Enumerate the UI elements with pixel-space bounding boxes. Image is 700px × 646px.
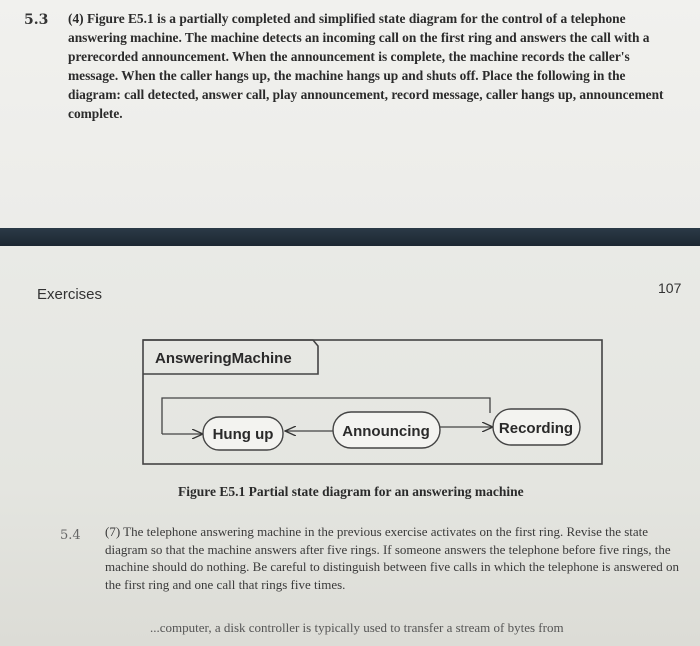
running-head: Exercises bbox=[37, 286, 103, 303]
class-name: AnsweringMachine bbox=[155, 350, 292, 367]
page-number: 107 bbox=[658, 280, 682, 296]
exercise-text-2: (7) The telephone answering machine in the previous exercise activates on the first ring. Revise the state diagram so that the machine answers after five rings. If someone answers the telephone before five rings, the machine should do nothing. Be careful to distinguish between five calls in which the telephone is answered on the first ring and one call that rings five times. bbox=[105, 524, 680, 592]
figure-caption: Figure E5.1 Partial state diagram for an answering machine bbox=[178, 484, 524, 499]
state-recording-label: Recording bbox=[498, 420, 574, 437]
cutoff-line: ...computer, a disk controller is typically used to transfer a stream of bytes from bbox=[150, 620, 564, 635]
exercise-number-2: 5.4 bbox=[60, 528, 81, 543]
state-announcing-label: Announcing bbox=[342, 423, 430, 440]
state-hung-up-label: Hung up bbox=[212, 426, 274, 443]
exercise-number: 5.3 bbox=[24, 12, 49, 28]
exercise-text: (4) Figure E5.1 is a partially completed and simplified state diagram for the control of a telephone answering machine. The machine detects an incoming call on the first ring and answers the call with a prerecorded announcement. When the announcement is complete, the machine records the caller's message. When the caller hangs up, the machine hangs up and shuts off. Place the following in the diagram: call detected, answer call, play announcement, record message, caller hangs up, announcement complete. bbox=[68, 11, 664, 121]
